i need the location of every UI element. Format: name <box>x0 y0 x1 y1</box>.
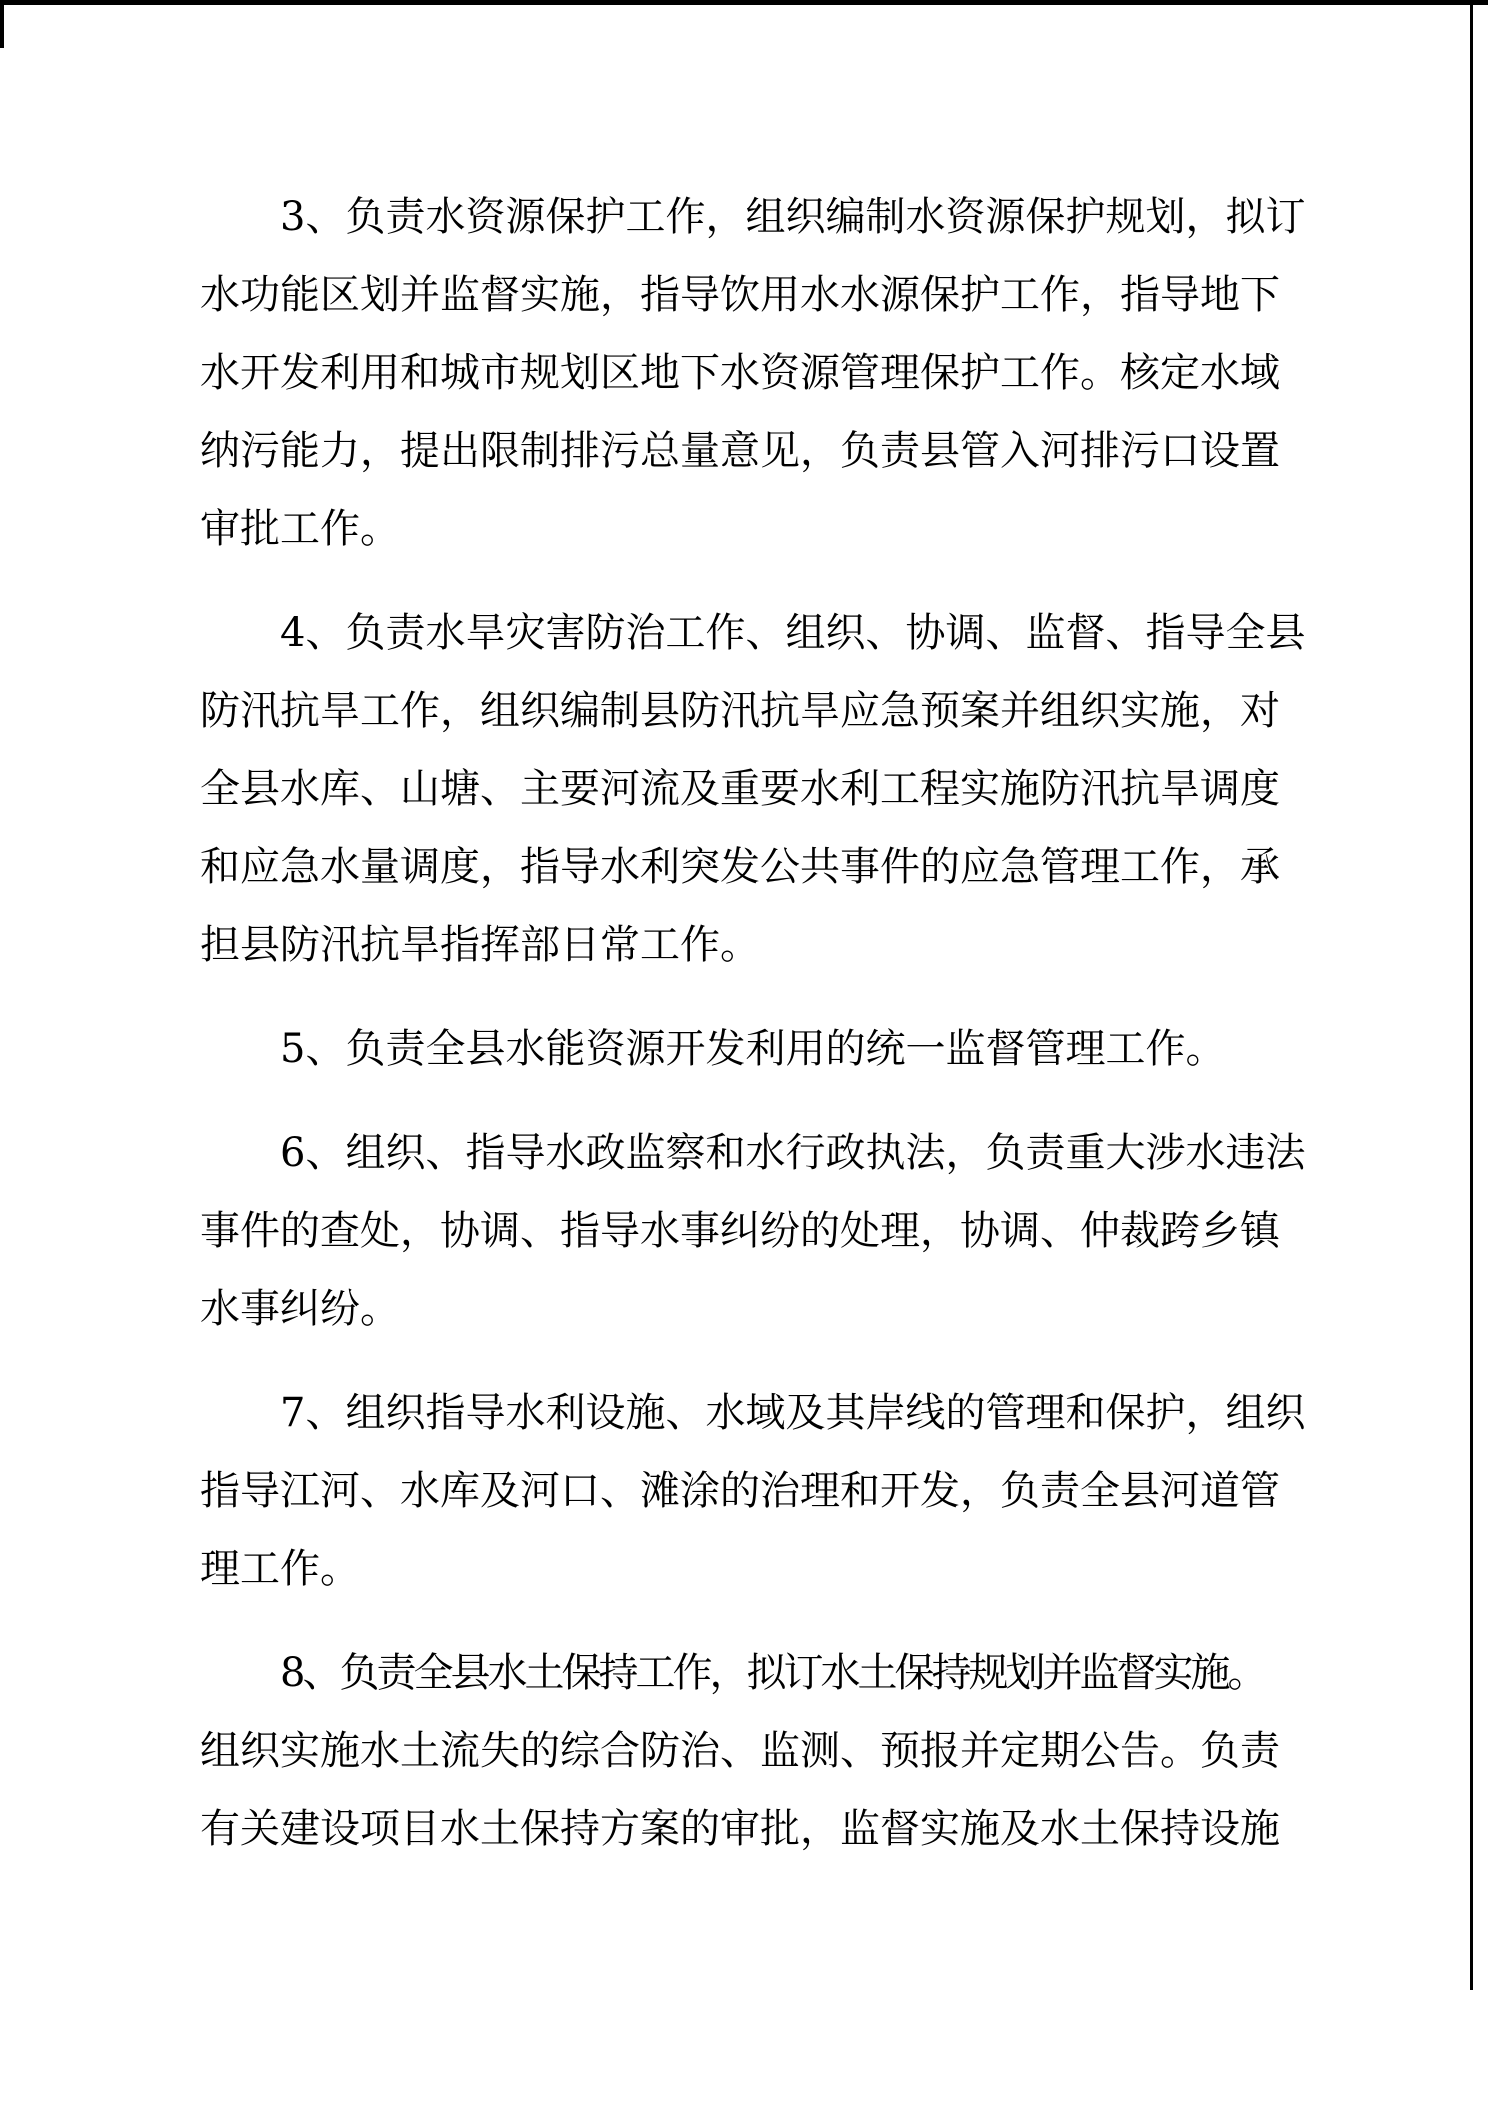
text-line: 和应急水量调度，指导水利突发公共事件的应急管理工作，承 <box>200 844 1280 890</box>
text-line: 8、负责全县水土保持工作，拟订水土保持规划并监督实施。 <box>280 1650 1265 1696</box>
text-line: 7、组织指导水利设施、水域及其岸线的管理和保护，组织 <box>280 1390 1306 1436</box>
paragraph-7 <box>200 1374 1340 1608</box>
text-line: 水功能区划并监督实施，指导饮用水水源保护工作，指导地下 <box>200 272 1280 318</box>
paragraph-4 <box>200 594 1340 984</box>
scan-edge-top-artifact <box>0 0 1488 5</box>
text-line: 6、组织、指导水政监察和水行政执法，负责重大涉水违法 <box>280 1130 1306 1176</box>
text-line: 3、负责水资源保护工作，组织编制水资源保护规划，拟订 <box>280 194 1306 240</box>
paragraph-6 <box>200 1114 1340 1348</box>
text-line: 水开发利用和城市规划区地下水资源管理保护工作。核定水域 <box>200 350 1280 396</box>
paragraph-5 <box>200 1010 1340 1088</box>
paragraph-3 <box>200 178 1340 568</box>
text-line: 组织实施水土流失的综合防治、监测、预报并定期公告。负责 <box>200 1728 1280 1774</box>
paragraph-8 <box>200 1634 1340 1868</box>
text-line: 水事纠纷。 <box>200 1286 400 1332</box>
text-line: 全县水库、山塘、主要河流及重要水利工程实施防汛抗旱调度 <box>200 766 1280 812</box>
text-line: 审批工作。 <box>200 506 400 552</box>
text-line: 理工作。 <box>200 1546 360 1592</box>
text-line: 有关建设项目水土保持方案的审批，监督实施及水土保持设施 <box>200 1806 1280 1852</box>
text-line: 担县防汛抗旱指挥部日常工作。 <box>200 922 760 968</box>
text-line: 4、负责水旱灾害防治工作、组织、协调、监督、指导全县 <box>280 610 1306 656</box>
scan-edge-left-artifact <box>0 0 4 48</box>
text-line: 指导江河、水库及河口、滩涂的治理和开发，负责全县河道管 <box>200 1468 1280 1514</box>
text-line: 纳污能力，提出限制排污总量意见，负责县管入河排污口设置 <box>200 428 1280 474</box>
scan-edge-right-artifact <box>1470 0 1473 1990</box>
text-line: 5、负责全县水能资源开发利用的统一监督管理工作。 <box>280 1026 1226 1072</box>
text-line: 防汛抗旱工作，组织编制县防汛抗旱应急预案并组织实施，对 <box>200 688 1280 734</box>
document-body-text <box>200 178 1340 1894</box>
text-line: 事件的查处，协调、指导水事纠纷的处理，协调、仲裁跨乡镇 <box>200 1208 1280 1254</box>
